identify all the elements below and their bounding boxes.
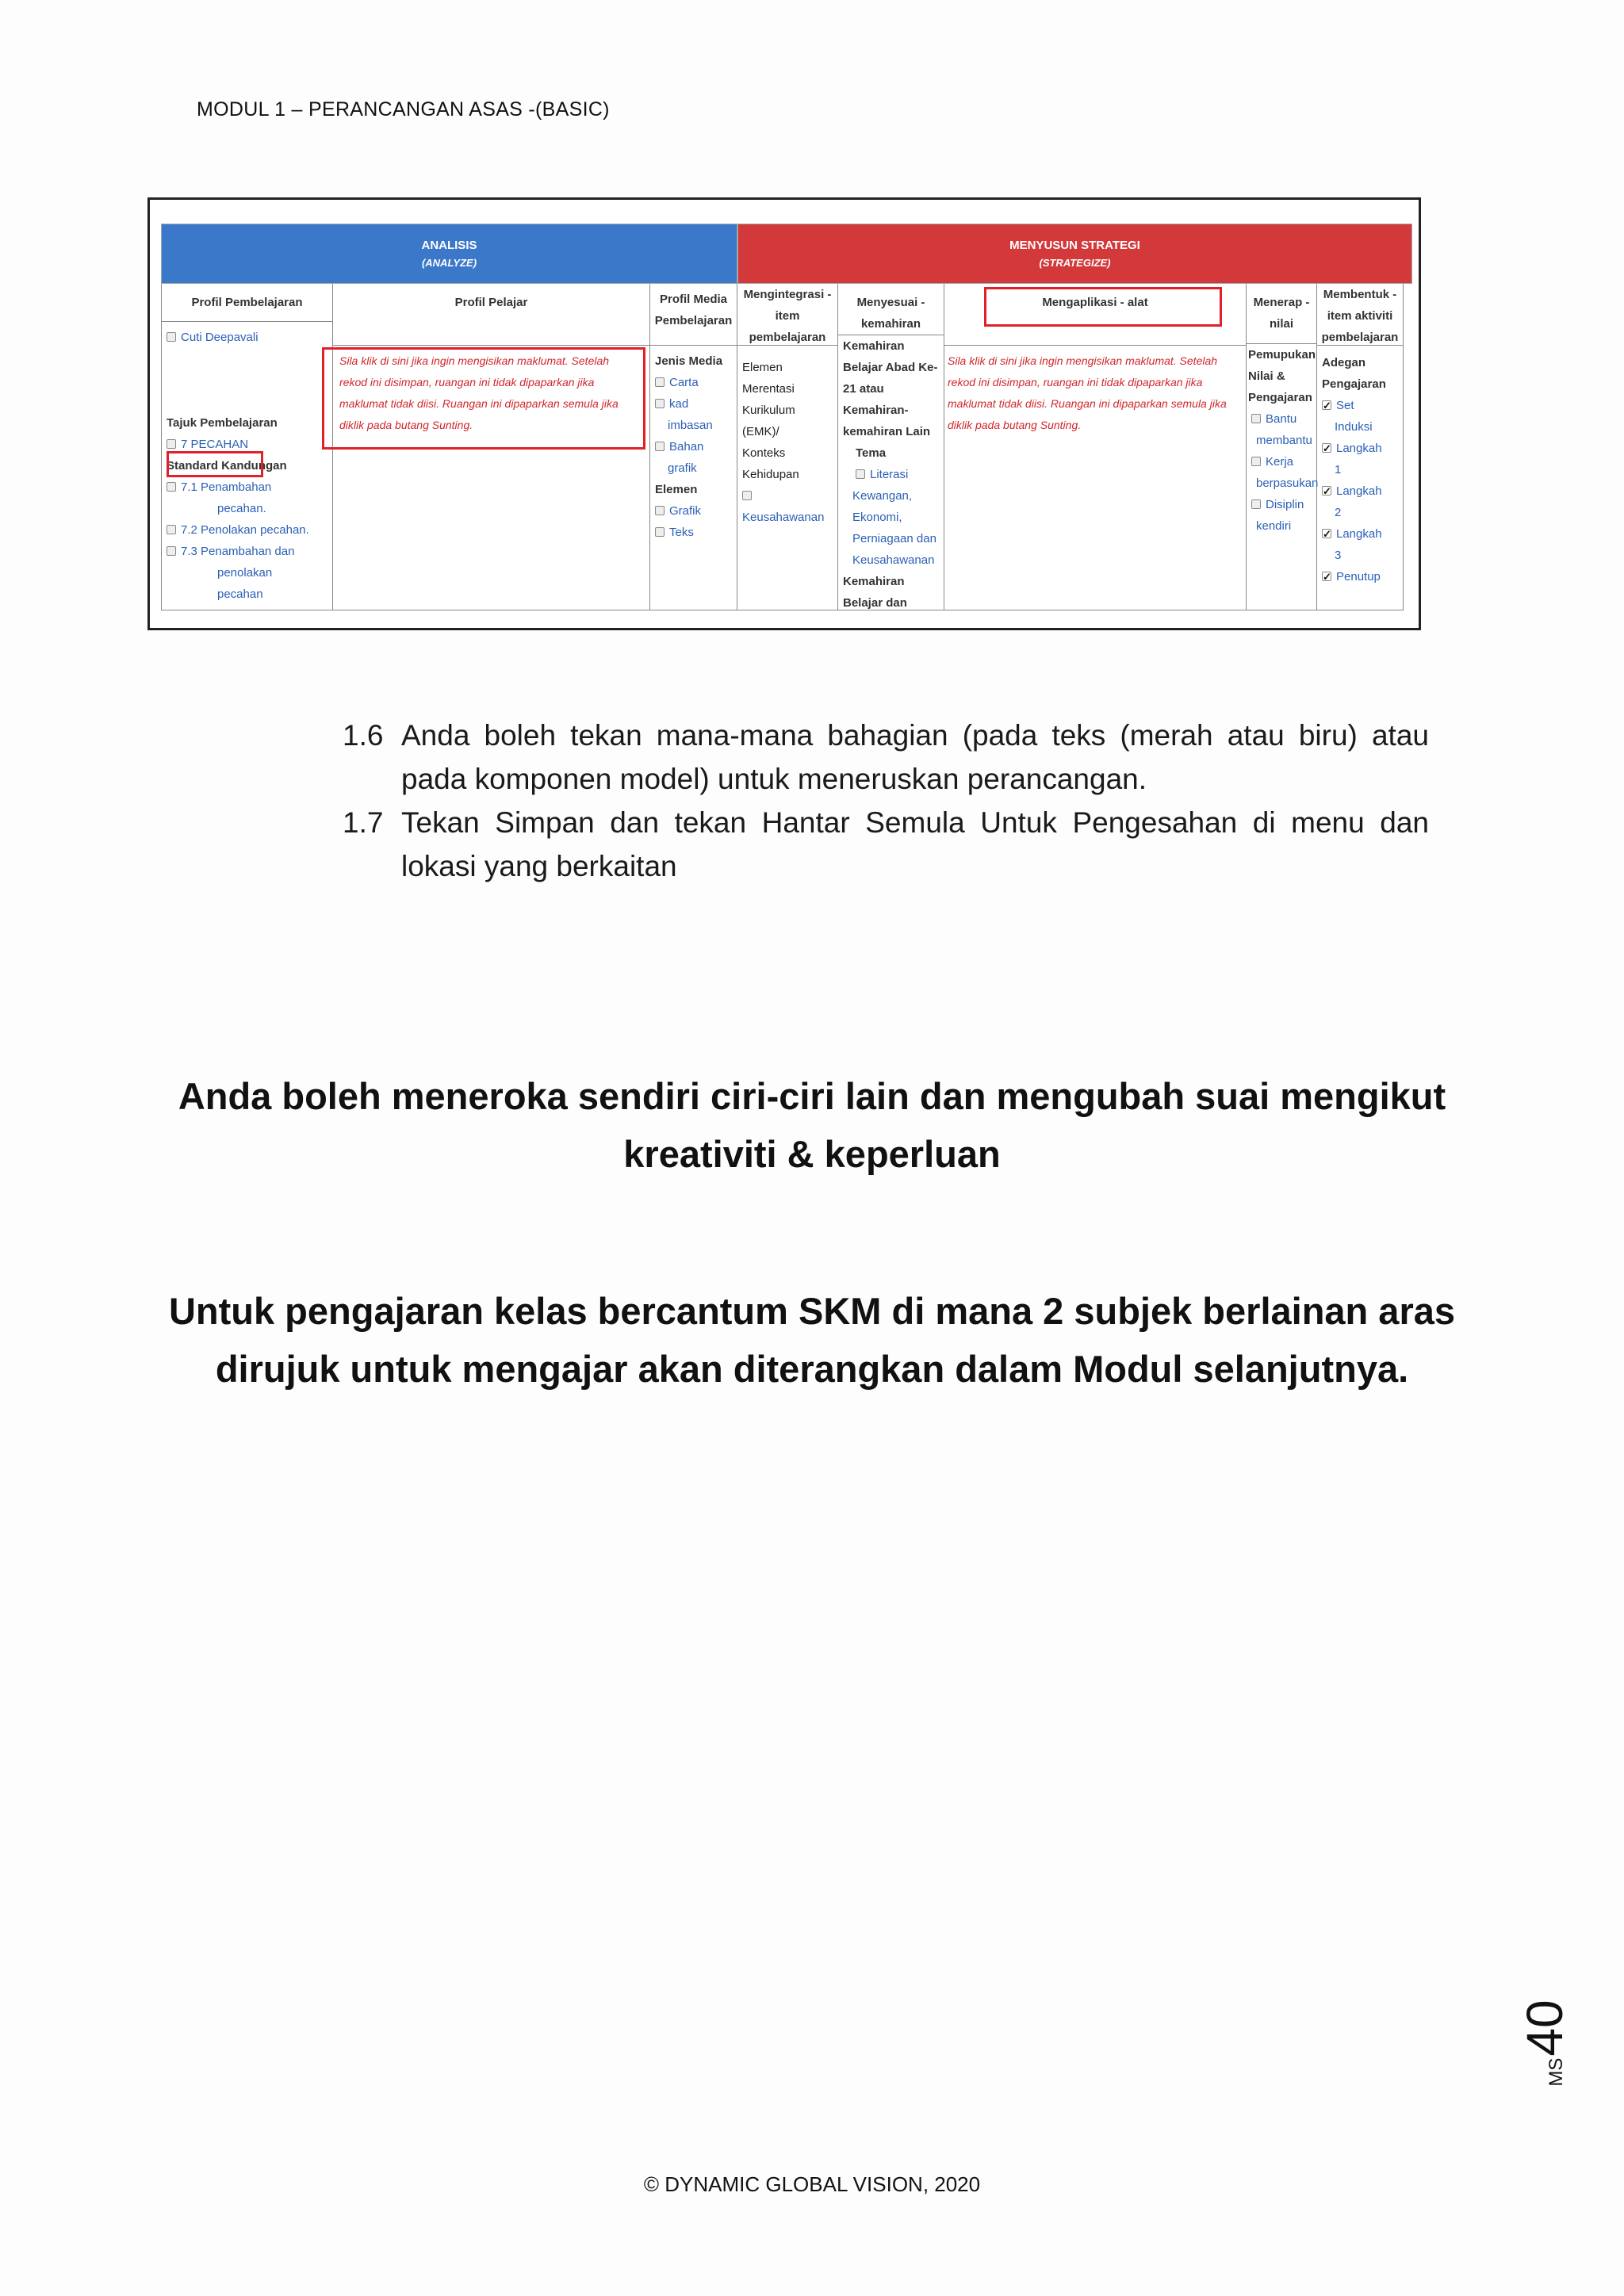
tajuk-label: Tajuk Pembelajaran — [167, 416, 278, 430]
step-text: Tekan Simpan dan tekan Hantar Semula Untuk Pengesahan di menu dan lokasi yang berkaitan — [401, 806, 1429, 882]
col-head: Profil Pelajar — [333, 284, 649, 346]
screenshot-figure — [147, 197, 1421, 630]
band-analyze-title: ANALISIS — [421, 239, 477, 252]
item-7-1-cont[interactable]: pecahan. — [217, 502, 266, 515]
item-literasi[interactable]: Literasi — [843, 464, 939, 485]
mengaplikasi-note[interactable]: Sila klik di sini jika ingin mengisikan maklumat. Setelah rekod ini disimpan, ruangan ini tidak dipaparkan jika maklumat tidak diisi. Ruangan ini dipaparkan semula jika diklik pada butang Sunting. — [948, 354, 1227, 431]
notice-skm: Untuk pengajaran kelas bercantum SKM di mana 2 subjek berlainan aras dirujuk untuk mengajar akan diterangkan dalam Modul selanjutnya. — [168, 1290, 1456, 1390]
mengintegrasi-body: Elemen Merentasi Kurikulum (EMK)/ Konteks Kehidupan Keusahawanan — [737, 346, 837, 533]
item-kad-cont[interactable]: imbasan — [668, 419, 713, 432]
item-cuti[interactable]: Cuti Deepavali — [167, 327, 327, 348]
item-7-3-cont[interactable]: penolakan — [217, 566, 273, 580]
col-head: Mengintegrasi - item pembelajaran — [737, 284, 837, 346]
checkbox[interactable] — [167, 546, 176, 556]
col-profil-pembelajaran — [162, 284, 333, 610]
page-number-value: 40 — [1516, 1999, 1573, 2057]
step-text: Anda boleh tekan mana-mana bahagian (pada teks (merah atau biru) atau pada komponen model) untuk meneruskan perancangan. — [401, 719, 1429, 795]
item-carta[interactable]: Carta — [655, 372, 732, 393]
checkbox[interactable] — [167, 482, 176, 492]
col-menerap: Menerap - nilai Pemupukan Nilai & Pengajaran Bantu membantu Kerja berpasukan Disiplin kendiri — [1247, 284, 1317, 610]
notice-explore: Anda boleh meneroka sendiri ciri-ciri lain dan mengubah suai mengikut kreativiti & keperluan — [178, 1075, 1446, 1175]
standard-label: Standard Kandungan — [167, 459, 287, 473]
jenis-label: Jenis Media — [655, 354, 723, 368]
band-analyze-sub: (ANALYZE) — [421, 257, 477, 269]
elemen-label: Elemen — [655, 483, 698, 496]
item-langkah-2[interactable]: ✓Langkah — [1322, 480, 1398, 502]
band-strategize-sub: (STRATEGIZE) — [1039, 257, 1111, 269]
phase-band — [161, 224, 1412, 284]
col-head: Profil Media Pembelajaran — [650, 284, 737, 346]
item-bantu[interactable]: Bantu — [1248, 408, 1315, 430]
item-teks[interactable]: Teks — [655, 522, 732, 543]
highlight-box — [167, 451, 263, 477]
item-7-3[interactable]: 7.3 Penambahan dan — [167, 541, 327, 562]
page-header: MODUL 1 – PERANCANGAN ASAS -(BASIC) — [197, 98, 610, 121]
band-strategize-title: MENYUSUN STRATEGI — [1009, 239, 1140, 252]
col-profil-media — [650, 284, 737, 610]
highlight-box — [984, 287, 1222, 327]
item-disiplin[interactable]: Disiplin — [1248, 494, 1315, 515]
item-bahan[interactable]: Bahan — [655, 436, 732, 457]
col-head: Membentuk - item aktiviti pembelajaran — [1317, 284, 1403, 346]
col-menyesuai: Menyesuai - kemahiran Kemahiran Belajar Abad Ke- 21 atau Kemahiran- kemahiran Lain Tema Literasi Kewangan, Ekonomi, Perniagaan dan Keusahawanan Kemahiran Belajar dan — [838, 284, 944, 610]
item-pecahan[interactable]: 7 PECAHAN — [167, 434, 327, 455]
col-mengaplikasi — [944, 284, 1247, 610]
item-langkah-1[interactable]: ✓Langkah — [1322, 438, 1398, 459]
col-membentuk: Membentuk - item aktiviti pembelajaran Adegan Pengajaran ✓Set Induksi ✓Langkah 1 ✓Langkah 2 ✓Langkah 3 ✓Penutup — [1317, 284, 1404, 610]
highlight-box — [322, 347, 645, 450]
step-item — [343, 801, 1429, 888]
step-number: 1.6 — [343, 719, 384, 752]
item-grafik[interactable]: Grafik — [655, 500, 732, 522]
step-item — [343, 714, 1429, 801]
item-7-1[interactable]: 7.1 Penambahan — [167, 476, 327, 498]
item-kad[interactable]: kad — [655, 393, 732, 415]
item-bahan-cont[interactable]: grafik — [668, 461, 697, 475]
page-footer: © DYNAMIC GLOBAL VISION, 2020 — [643, 2172, 981, 2196]
col-mengintegrasi — [737, 284, 838, 610]
page-number — [1516, 1992, 1573, 2095]
item-7-3-cont2[interactable]: pecahan — [217, 587, 263, 601]
col-head: Mengaplikasi - alat — [944, 284, 1246, 346]
item-kerja[interactable]: Kerja — [1248, 451, 1315, 473]
col-head: Menerap - nilai — [1247, 284, 1316, 344]
model-grid — [161, 284, 1412, 610]
item-keusahawanan[interactable]: Keusahawanan — [742, 511, 825, 524]
checkbox[interactable] — [167, 525, 176, 534]
item-penutup[interactable]: ✓Penutup — [1322, 566, 1398, 587]
item-7-2[interactable]: 7.2 Penolakan pecahan. — [167, 519, 327, 541]
checkbox[interactable] — [167, 332, 176, 342]
step-number: 1.7 — [343, 806, 384, 839]
checkbox[interactable] — [167, 439, 176, 449]
band-analyze[interactable] — [161, 224, 737, 284]
page-prefix: MS — [1545, 2057, 1567, 2087]
item-set[interactable]: ✓Set — [1322, 395, 1398, 416]
col-head: Profil Pembelajaran — [162, 284, 332, 322]
step-list — [343, 714, 1429, 888]
col-head: Menyesuai - kemahiran — [838, 284, 944, 335]
col-profil-pelajar — [333, 284, 650, 610]
profil-pelajar-note[interactable]: Sila klik di sini jika ingin mengisikan maklumat. Setelah rekod ini disimpan, ruangan ini tidak dipaparkan jika maklumat tidak diisi. Ruangan ini dipaparkan semula jika diklik pada butang Sunting. — [339, 354, 619, 431]
band-strategize[interactable] — [737, 224, 1412, 284]
item-langkah-3[interactable]: ✓Langkah — [1322, 523, 1398, 545]
checkbox[interactable] — [742, 491, 752, 500]
